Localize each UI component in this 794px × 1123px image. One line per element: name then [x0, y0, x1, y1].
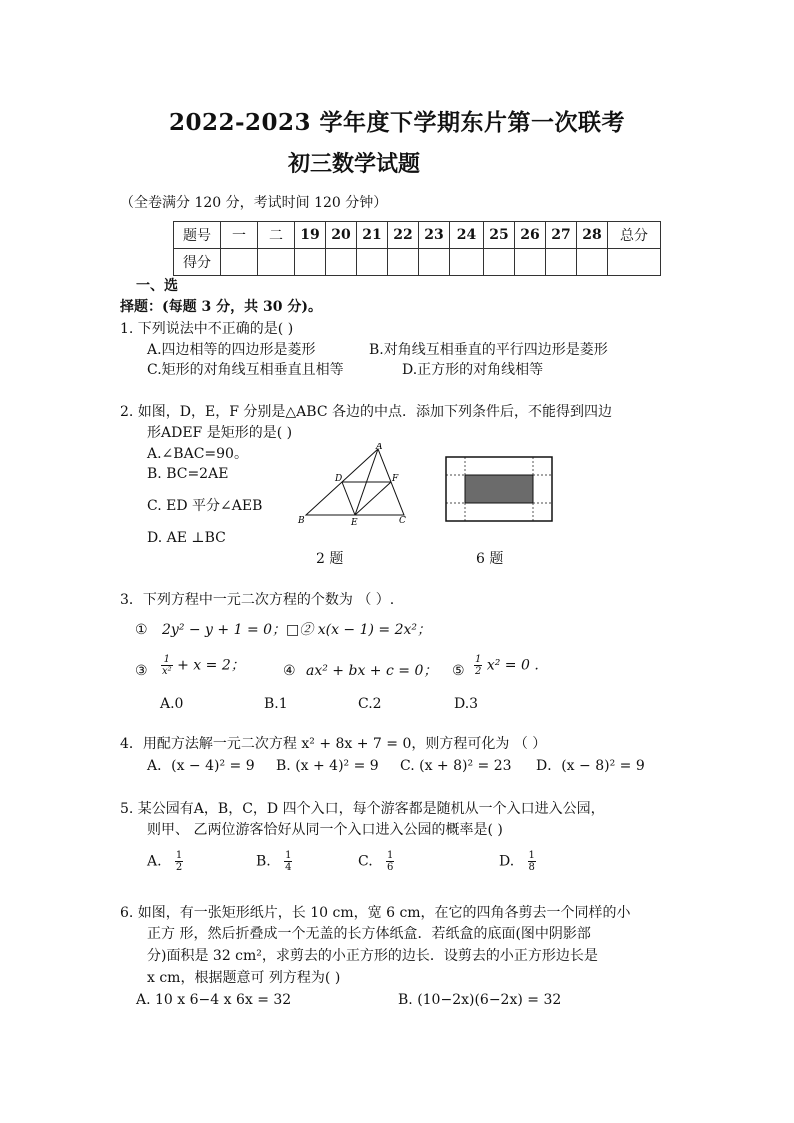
figure-label-d: D [335, 474, 343, 484]
q5-option-a-denominator: 2 [175, 862, 183, 873]
q3-eq1: 2y² − y + 1 = 0；□② x(x − 1) = 2x²； [162, 622, 432, 638]
q2-option-a: A.∠BAC=90。 [147, 446, 248, 462]
q3-eq5-rest: x² = 0 . [486, 657, 539, 674]
q5-stem-line2: 则甲、 乙两位游客恰好从同一个入口进入公园的概率是( ) [147, 822, 503, 838]
q2-option-b: B. BC=2AE [147, 466, 229, 482]
q4-option-c: C. (x + 8)² = 23 [400, 758, 512, 774]
q2-stem-line1: 2. 如图，D，E，F 分别是△ABC 各边的中点．添加下列条件后，不能得到四边 [120, 404, 613, 420]
q1-option-a: A.四边相等的四边形是菱形 [147, 342, 316, 358]
q2-option-c: C. ED 平分∠AEB [147, 498, 263, 514]
q1-stem: 1. 下列说法中不正确的是( ) [120, 321, 294, 337]
score-input-cell[interactable] [258, 249, 295, 276]
score-input-cell[interactable] [484, 249, 515, 276]
q5-option-b-denominator: 4 [285, 862, 292, 873]
score-cell: 20 [326, 222, 357, 249]
score-cell: 一 [221, 222, 258, 249]
score-table [173, 221, 661, 276]
q6-stem-line3: 分)面积是 32 cm²，求剪去的小正方形的边长．设剪去的小正方形边长是 [147, 948, 598, 964]
score-cell: 二 [258, 222, 295, 249]
score-input-cell[interactable] [295, 249, 326, 276]
q4-option-a: A．(x − 4)² = 9 [147, 758, 255, 774]
q3-eq4: ax² + bx + c = 0； [306, 663, 438, 679]
q3-eq1-number: ① [135, 622, 148, 638]
section-heading-a: 一、选 [136, 278, 178, 294]
score-input-cell[interactable] [388, 249, 419, 276]
q5-option-c [358, 850, 394, 873]
q2-stem-line2: 形ADEF 是矩形的是( ) [147, 425, 293, 441]
q3-eq5-number: ⑤ [452, 663, 465, 679]
q5-option-d-label: D. [499, 853, 515, 870]
q3-eq3-numerator: 1 [161, 654, 173, 666]
score-row-label: 得分 [174, 249, 221, 276]
exam-note: （全卷满分 120 分，考试时间 120 分钟） [120, 195, 388, 211]
score-input-cell[interactable] [357, 249, 388, 276]
q3-eq3-number: ③ [135, 663, 148, 679]
score-cell: 总分 [608, 222, 661, 249]
q2-option-d: D. AE ⊥BC [147, 530, 226, 546]
score-cell: 27 [546, 222, 577, 249]
q5-option-b [256, 850, 292, 873]
q4-stem: 4．用配方法解一元二次方程 x² + 8x + 7 = 0，则方程可化为 （ ） [120, 736, 547, 752]
q5-option-d [499, 850, 536, 873]
q3-option-b: B.1 [264, 696, 288, 712]
exam-title: 2022-2023 学年度下学期东片第一次联考 [168, 109, 626, 136]
q2-triangle-figure [296, 443, 412, 527]
q3-option-a: A.0 [160, 696, 184, 712]
score-cell: 23 [419, 222, 450, 249]
q5-option-b-numerator: 1 [285, 850, 292, 861]
q1-option-b: B.对角线互相垂直的平行四边形是菱形 [369, 342, 608, 358]
score-cell: 19 [295, 222, 326, 249]
q3-option-c: C.2 [358, 696, 382, 712]
q5-option-a-numerator: 1 [175, 850, 183, 861]
figure-label-c: C [399, 516, 406, 526]
q5-option-a [147, 850, 183, 873]
score-cell: 25 [484, 222, 515, 249]
figure-label-e: E [351, 518, 358, 527]
q3-eq5-denominator: 2 [475, 666, 482, 677]
q6-stem-line2: 正方 形，然后折叠成一个无盖的长方体纸盒．若纸盒的底面(图中阴影部 [147, 926, 591, 942]
q6-figure-caption: 6 题 [476, 551, 504, 567]
q5-option-c-label: C. [358, 853, 373, 870]
q6-option-b: B. (10−2x)(6−2x) = 32 [398, 992, 562, 1008]
score-input-cell[interactable] [577, 249, 608, 276]
q1-option-c: C.矩形的对角线互相垂直且相等 [147, 362, 344, 378]
figure-label-f: F [392, 474, 399, 484]
score-input-cell[interactable] [515, 249, 546, 276]
q3-eq5 [474, 654, 539, 677]
score-table-score-row [174, 249, 661, 276]
score-input-cell[interactable] [419, 249, 450, 276]
q3-eq4-number: ④ [283, 663, 296, 679]
q5-option-c-denominator: 6 [387, 862, 394, 873]
q2-figure-caption: 2 题 [316, 551, 344, 567]
q5-option-d-numerator: 1 [528, 850, 535, 861]
q3-eq3-rest: + x = 2； [177, 657, 245, 674]
q5-option-c-numerator: 1 [387, 850, 394, 861]
score-table-header-row [174, 222, 661, 249]
score-cell: 22 [388, 222, 419, 249]
q5-option-a-label: A. [147, 853, 162, 870]
q6-stem-line4: x cm，根据题意可 列方程为( ) [147, 970, 341, 986]
figure-label-a: A [376, 443, 383, 452]
q3-option-d: D.3 [454, 696, 479, 712]
q5-option-b-label: B. [256, 853, 271, 870]
q5-option-d-denominator: 8 [528, 862, 535, 873]
q1-option-d: D.正方形的对角线相等 [402, 362, 544, 378]
q4-option-d: D．(x − 8)² = 9 [536, 758, 645, 774]
score-cell: 26 [515, 222, 546, 249]
q6-box-figure [445, 456, 553, 522]
q6-stem-line1: 6. 如图，有一张矩形纸片，长 10 cm，宽 6 cm，在它的四角各剪去一个同样的小 [120, 905, 631, 921]
score-cell: 21 [357, 222, 388, 249]
score-input-cell[interactable] [450, 249, 484, 276]
figure-label-b: B [298, 516, 305, 526]
score-input-cell[interactable] [326, 249, 357, 276]
q5-stem-line1: 5. 某公园有A，B，C，D 四个入口，每个游客都是随机从一个入口进入公园， [120, 801, 605, 817]
q3-eq3-denominator: x² [162, 666, 172, 677]
q3-eq5-numerator: 1 [475, 654, 482, 665]
score-cell: 24 [450, 222, 484, 249]
score-cell: 题号 [174, 222, 221, 249]
score-input-cell[interactable] [546, 249, 577, 276]
q3-eq3 [161, 654, 245, 677]
score-input-cell[interactable] [221, 249, 258, 276]
q4-option-b: B. (x + 4)² = 9 [276, 758, 379, 774]
section-heading-b: 择题：(每题 3 分，共 30 分)。 [120, 299, 322, 315]
q6-option-a: A. 10 x 6−4 x 6x = 32 [136, 992, 292, 1008]
q3-stem: 3．下列方程中一元二次方程的个数为 （ ）. [120, 592, 395, 608]
score-input-cell[interactable] [608, 249, 661, 276]
score-cell: 28 [577, 222, 608, 249]
exam-subtitle: 初三数学试题 [288, 151, 421, 177]
